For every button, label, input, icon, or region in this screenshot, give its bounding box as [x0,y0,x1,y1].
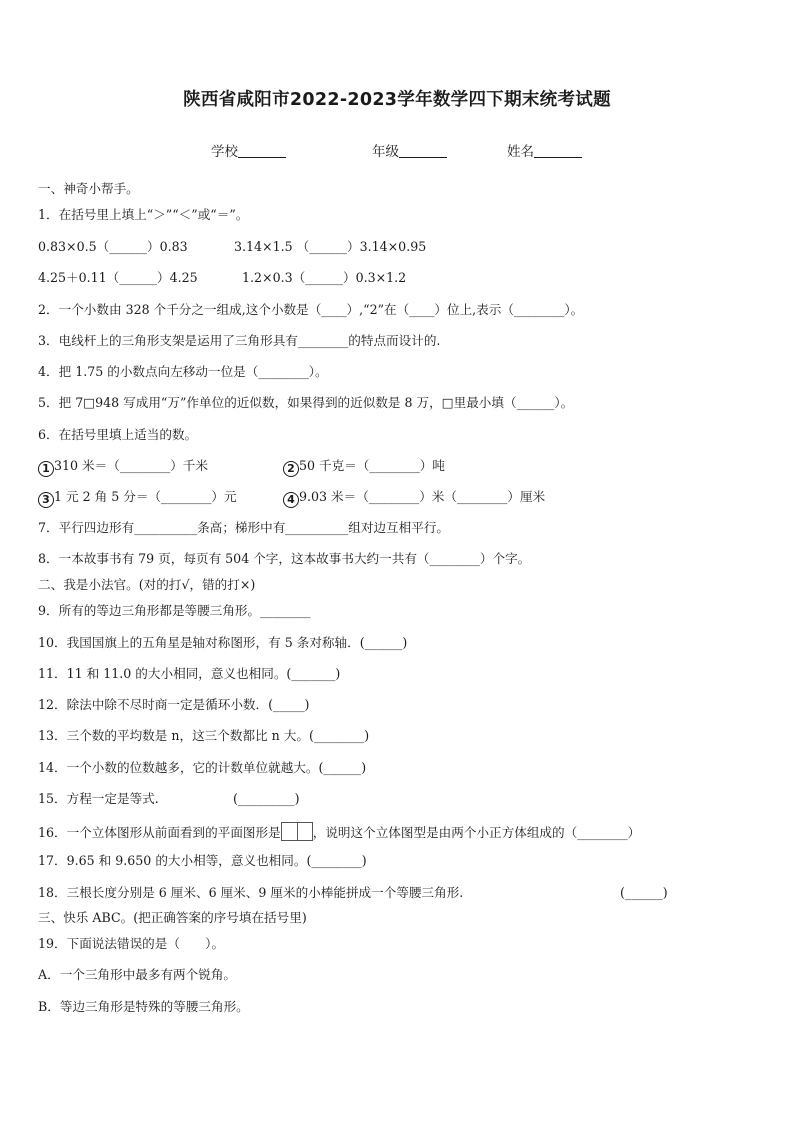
school-blank [238,143,286,158]
name-blank [534,143,582,158]
question-2: 2．一个小数由 328 个千分之一组成,这个小数是（____）,“2”在（____）位上,表示（________）。 [38,302,584,317]
question-10: 10．我国国旗上的五角星是轴对称图形，有 5 条对称轴．(______) [38,635,408,650]
question-5: 5．把 7□948 写成用“万”作单位的近似数，如果得到的近似数是 8 万，□里最小填（______）。 [38,395,574,410]
question-13: 13．三个数的平均数是 n，这三个数都比 n 大。(________) [38,728,370,743]
two-square-front-view-figure [281,822,313,841]
circled-number-4: 4 [283,492,299,508]
question-12: 12．除法中除不尽时商一定是循环小数．(_____) [38,697,310,712]
question-19-option-a: A．一个三角形中最多有两个锐角。 [38,967,237,982]
question-6-part-3 [38,489,237,508]
question-6-part-2 [283,458,445,477]
page-title: 陕西省咸阳市2022-2023学年数学四下期末统考试题 [183,90,611,110]
question-6-part-3-text: 1 元 2 角 5 分＝（________）元 [54,489,237,504]
question-18: 18．三根长度分别是 6 厘米、6 厘米、9 厘米的小棒能拼成一个等腰三角形. [38,885,464,900]
section-1-heading: 一、神奇小帮手。 [38,181,139,196]
question-15: 15．方程一定是等式. [38,791,159,806]
question-16 [38,822,640,841]
question-8: 8．一本故事书有 79 页，每页有 504 个字，这本故事书大约一共有（________）个字。 [38,551,531,566]
question-3: 3．电线杆上的三角形支架是运用了三角形具有________的特点而设计的. [38,333,441,348]
school-field [211,140,286,160]
grade-label: 年级 [372,144,399,160]
question-1d: 1.2×0.3（______）0.3×1.2 [242,270,407,285]
question-19-option-b: B．等边三角形是特殊的等腰三角形。 [38,999,249,1014]
question-14: 14．一个小数的位数越多，它的计数单位就越大。(______) [38,760,367,775]
circled-number-1: 1 [38,461,54,477]
name-label: 姓名 [507,144,534,160]
question-16-text-b: ，说明这个立体图型是由两个小正方体组成的（________） [312,825,641,840]
question-1a: 0.83×0.5（______）0.83 [38,239,188,254]
question-19: 19．下面说法错误的是（ ）。 [38,936,225,951]
question-6-part-4-text: 9.03 米＝（________）米（________）厘米 [299,489,546,504]
question-18-answer: (______) [620,885,668,900]
question-6-part-2-text: 50 千克＝（________）吨 [299,458,445,473]
question-11: 11．11 和 11.0 的大小相同，意义也相同。(_______) [38,666,341,681]
question-9: 9．所有的等边三角形都是等腰三角形。________ [38,603,311,618]
school-label: 学校 [211,144,238,160]
grade-field [372,140,447,160]
question-4: 4．把 1.75 的小数点向左移动一位是（________）。 [38,364,328,379]
question-1c: 4.25＋0.11（______）4.25 [38,270,198,285]
grade-blank [399,143,447,158]
question-1: 1．在括号里上填上“＞”“＜”或“＝”。 [38,207,249,222]
question-1b: 3.14×1.5 （______）3.14×0.95 [234,239,427,254]
question-7: 7．平行四边形有__________条高；梯形中有__________组对边互相平行。 [38,520,450,535]
question-16-text-a: 16．一个立体图形从前面看到的平面图形是 [38,825,281,840]
circled-number-2: 2 [283,461,299,477]
circled-number-3: 3 [38,492,54,508]
question-17: 17．9.65 和 9.650 的大小相等，意义也相同。(________) [38,853,367,868]
question-6-part-1-text: 310 米＝（________）千米 [54,458,208,473]
name-field [507,140,582,160]
question-6-part-1 [38,458,208,477]
question-15-answer: (_________) [233,791,300,806]
section-3-heading: 三、快乐 ABC。(把正确答案的序号填在括号里) [38,910,307,925]
section-2-heading: 二、我是小法官。(对的打√，错的打×) [38,577,256,592]
question-6-part-4 [283,489,545,508]
question-6: 6．在括号里填上适当的数。 [38,427,198,442]
